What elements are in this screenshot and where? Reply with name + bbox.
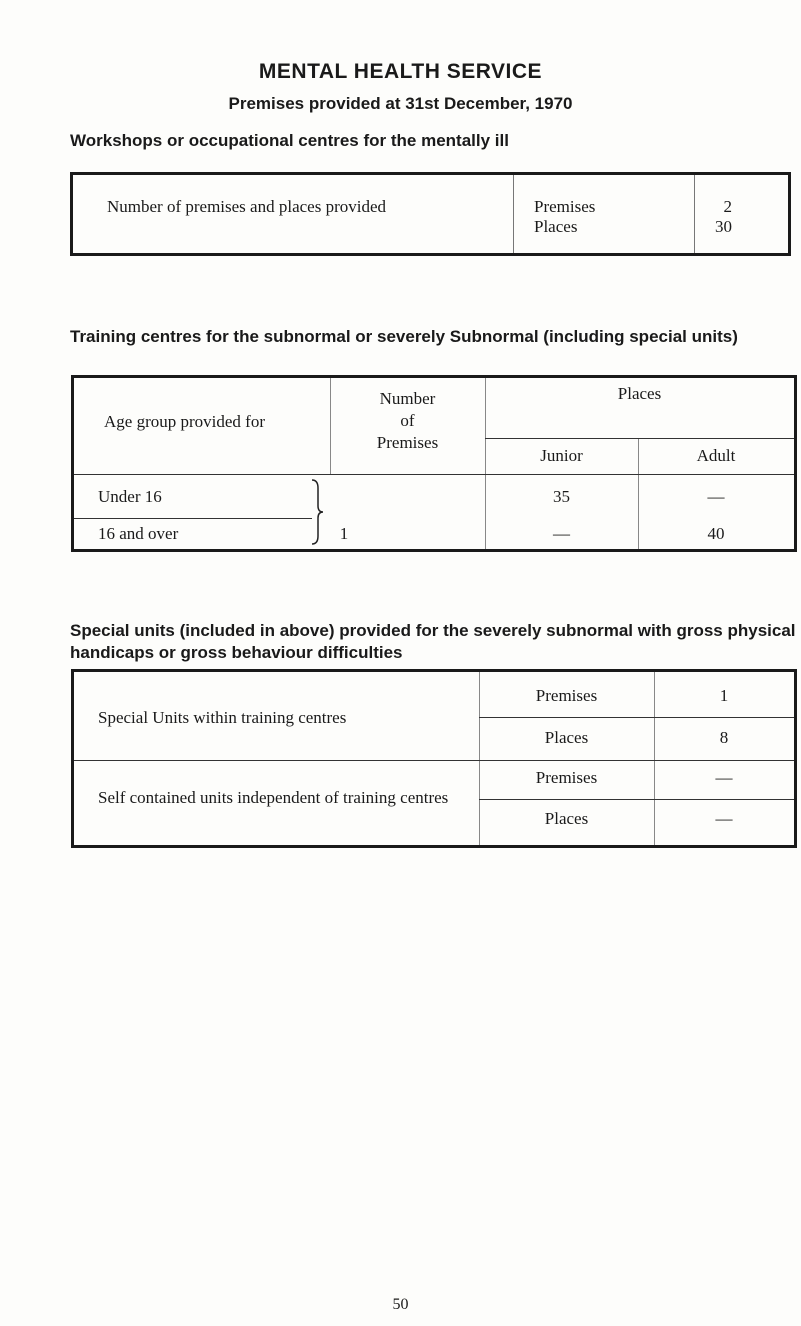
workshops-places-value: 30 <box>715 217 732 236</box>
row-16-over-adult: 40 <box>707 524 725 543</box>
group1-premises-value: 1 <box>719 686 729 705</box>
workshops-places-label: Places <box>534 217 578 236</box>
workshops-table <box>70 172 791 256</box>
header-junior: Junior <box>540 446 583 465</box>
group2-places-value: — <box>715 809 733 828</box>
brace-icon <box>308 478 328 546</box>
page-number: 50 <box>392 1296 409 1313</box>
row-under-16-adult: — <box>707 487 725 506</box>
group-special-units-label: Special Units within training centres <box>98 708 347 727</box>
workshops-item-labels <box>514 174 695 255</box>
header-age-group: Age group provided for <box>104 412 265 431</box>
workshops-premises-value: 2 <box>723 197 732 216</box>
group-self-contained-label: Self contained units independent of training centres <box>98 788 449 807</box>
group2-premises-value: — <box>715 768 733 787</box>
row-under-16-age: Under 16 <box>98 487 162 506</box>
row-16-over-age: 16 and over <box>98 524 179 543</box>
header-number-of-premises: Number of Premises <box>376 389 439 452</box>
row-under-16-junior: 35 <box>553 487 570 506</box>
group1-premises-label: Premises <box>535 686 598 705</box>
workshops-item-values <box>695 174 790 255</box>
row-16-over-junior: — <box>553 524 570 543</box>
workshops-row-label: Number of premises and places provided <box>72 174 514 255</box>
section3-heading: Special units (included in above) provided for the severely subnormal with gross physical handicaps or gross behaviour difficulties <box>70 621 796 662</box>
page-title: MENTAL HEALTH SERVICE <box>258 60 543 83</box>
header-adult: Adult <box>696 446 736 465</box>
page-subtitle: Premises provided at 31st December, 1970 <box>228 94 573 113</box>
header-places: Places <box>617 384 662 403</box>
workshops-premises-label: Premises <box>534 197 596 216</box>
section1-heading: Workshops or occupational centres for the mentally ill <box>70 131 509 150</box>
training-table <box>71 375 797 552</box>
special-units-table <box>71 669 797 848</box>
premises-count: 1 <box>339 524 349 543</box>
section2-heading: Training centres for the subnormal or severely Subnormal (including special units) <box>70 327 738 346</box>
group1-places-label: Places <box>544 728 589 747</box>
group2-premises-label: Premises <box>535 768 598 787</box>
group2-places-label: Places <box>544 809 589 828</box>
group1-places-value: 8 <box>719 728 729 747</box>
